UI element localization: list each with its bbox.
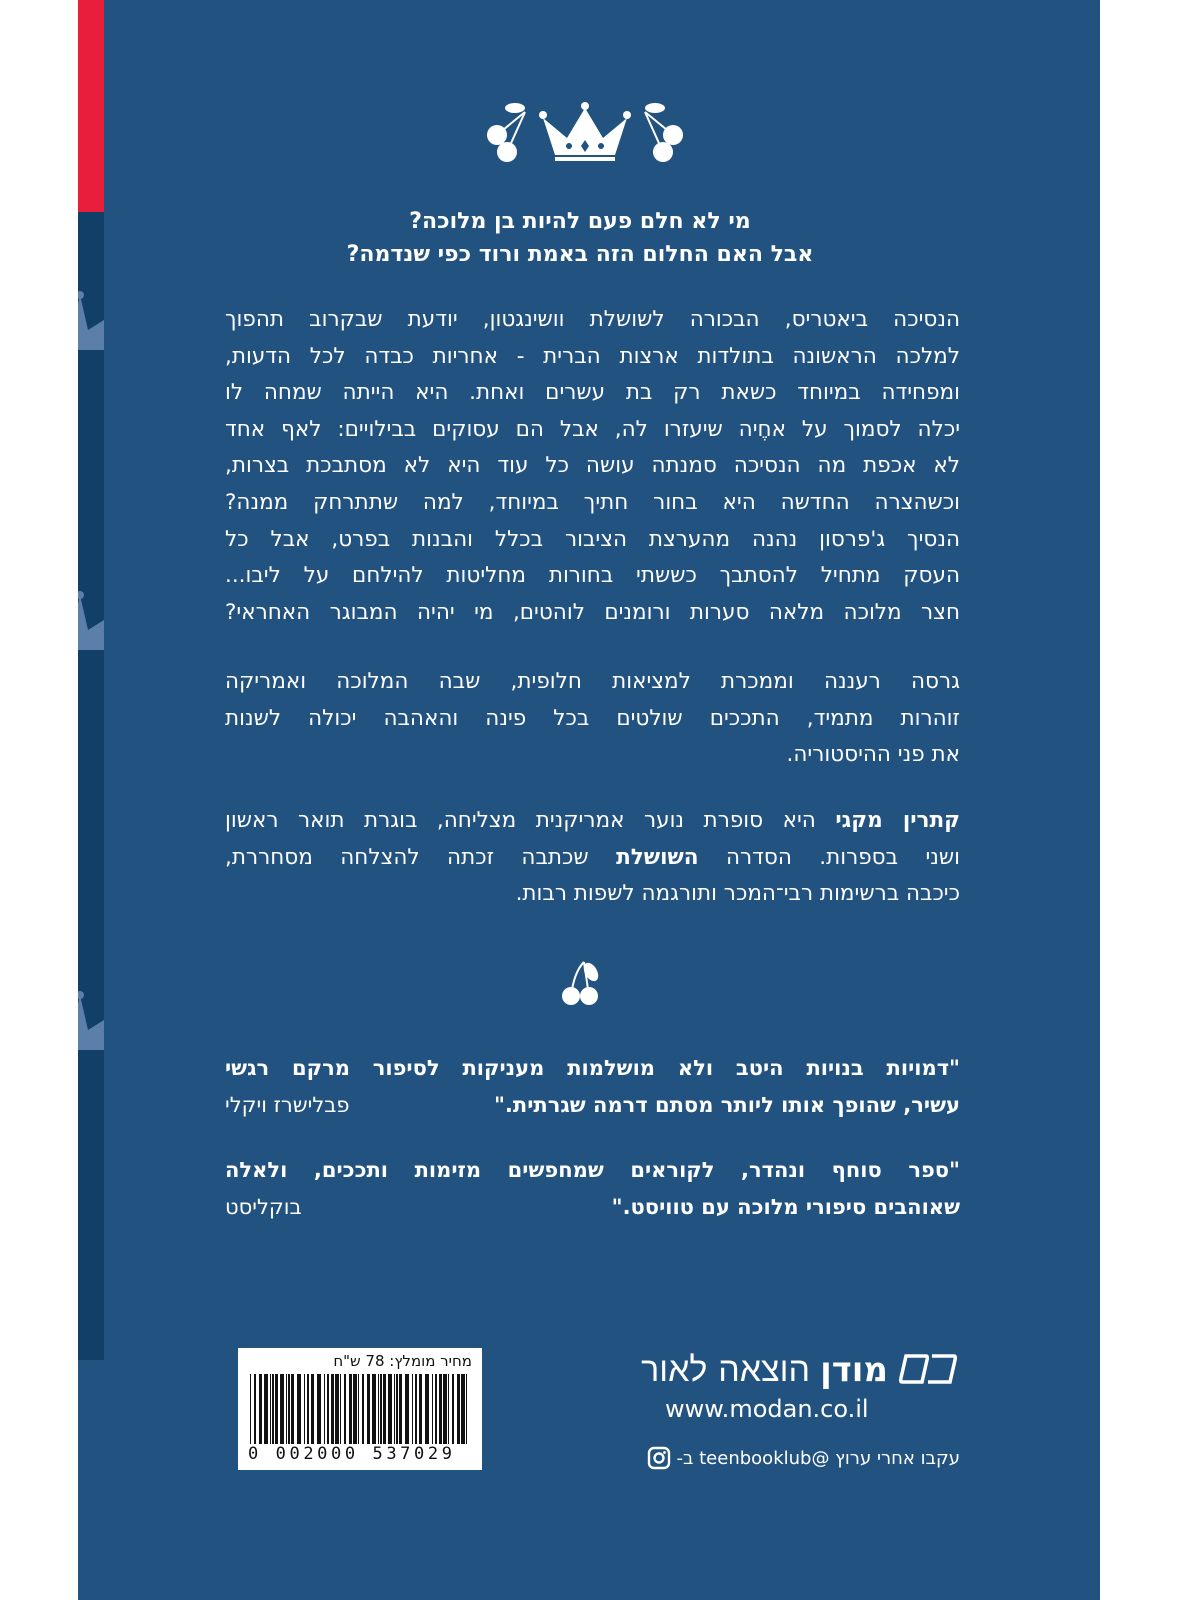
barcode-bar bbox=[275, 1374, 278, 1444]
spine-strip bbox=[78, 0, 104, 1360]
bio-text: ושני בספרות. הסדרה bbox=[698, 844, 960, 870]
barcode-bar bbox=[288, 1374, 290, 1444]
synopsis-line: לא אכפת מה הנסיכה סמנתה עושה כל עוד היא לא מסתבכת בצרות, bbox=[225, 453, 960, 479]
crown-cherries-ornament bbox=[485, 100, 685, 170]
barcode-bar bbox=[380, 1374, 382, 1444]
synopsis bbox=[225, 302, 960, 631]
bio-text: שכתבה זכתה להצלחה מסחררת, bbox=[225, 844, 617, 870]
spine-crown-icon bbox=[78, 290, 104, 360]
barcode-bar bbox=[259, 1374, 262, 1444]
cherry-left-icon bbox=[487, 103, 525, 162]
quote-text: עשיר, שהופך אותו ליותר מסתם דרמה שגרתית." bbox=[493, 1093, 960, 1117]
barcode-bar bbox=[264, 1374, 268, 1444]
crown-icon bbox=[539, 102, 631, 161]
barcode-bar bbox=[394, 1374, 395, 1444]
barcode-label bbox=[238, 1348, 482, 1470]
synopsis-line: יכלה לסמוך על אחֶיה שיעזרו לה, אבל הם עסוקים בבילויים: לאף אחד bbox=[225, 416, 960, 442]
synopsis-line: ומפחידה במיוחד כשאת רק בת עשרים ואחת. היא הייתה שמחה לו bbox=[225, 380, 960, 406]
synopsis-line: הנסיכה ביאטריס, הבכורה לשושלת וושינגטון, יודעת שבקרוב תהפוך bbox=[225, 307, 960, 332]
synopsis-line: העסק מתחיל להסתבך כששתי בחורות מחליטות להילחם על ליבו... bbox=[225, 563, 960, 589]
barcode-bar bbox=[419, 1374, 422, 1444]
social-text: עקבו אחרי ערוץ @teenbooklub ב- bbox=[676, 1447, 960, 1469]
barcode-bar bbox=[344, 1374, 346, 1444]
barcode-bars bbox=[250, 1374, 470, 1444]
barcode-number: 0 002000 537029 bbox=[248, 1444, 456, 1464]
barcode-bar bbox=[286, 1374, 287, 1444]
barcode-bar bbox=[270, 1374, 271, 1444]
barcode-bar bbox=[272, 1374, 274, 1444]
description-line: גרסה רעננה וממכרת למציאות חלופית, שבה המלוכה ואמריקה bbox=[225, 669, 960, 694]
barcode-bar bbox=[372, 1374, 376, 1444]
barcode-bar bbox=[317, 1374, 321, 1444]
quote-source: פבלישרז ויקלי bbox=[225, 1093, 350, 1117]
barcode-bar bbox=[383, 1374, 386, 1444]
barcode-bar bbox=[399, 1374, 402, 1444]
barcode-bar bbox=[340, 1374, 341, 1444]
spine-red-band bbox=[78, 0, 104, 212]
quote-text: "דמויות בנויות היטב ולא מושלמות מעניקות לסיפור מרקם רגשי bbox=[225, 1056, 960, 1080]
barcode-bar bbox=[362, 1374, 364, 1444]
barcode-bar bbox=[412, 1374, 413, 1444]
heading-line: אבל האם החלום הזה באמת ורוד כפי שנדמה? bbox=[346, 242, 814, 267]
instagram-icon[interactable] bbox=[647, 1446, 671, 1470]
barcode-bar bbox=[358, 1374, 359, 1444]
barcode-bar bbox=[443, 1374, 447, 1444]
cherry-right-icon bbox=[645, 103, 683, 162]
barcode-bar bbox=[367, 1374, 370, 1444]
author-name: קתרין מקגי bbox=[835, 808, 960, 833]
price-text: מחיר מומלץ: 78 ש"ח bbox=[333, 1352, 472, 1370]
barcode-bar bbox=[291, 1374, 294, 1444]
barcode-bar bbox=[307, 1374, 309, 1444]
tagline-heading bbox=[200, 205, 960, 271]
heading-line: מי לא חלם פעם להיות בן מלוכה? bbox=[409, 209, 751, 234]
review-quote bbox=[225, 1152, 960, 1226]
quote-text: "ספר סוחף ונהדר, לקוראים שמחפשים מזימות ותככים, ולאלה bbox=[225, 1158, 960, 1182]
barcode-bar bbox=[452, 1374, 454, 1444]
synopsis-line: וכשהצרה החדשה היא בחור חתיך במיוחד, למה שתתרחק ממנה? bbox=[225, 489, 960, 515]
bio-text: היא סופרת נוער אמריקנית מצליחה, בוגרת תואר ראשון bbox=[225, 808, 836, 833]
review-quote bbox=[225, 1050, 960, 1124]
author-bio bbox=[225, 803, 960, 913]
cherry-icon bbox=[560, 958, 602, 1008]
spine-crown-icon bbox=[78, 590, 104, 660]
barcode-bar bbox=[378, 1374, 379, 1444]
publisher-name: מודן bbox=[820, 1350, 888, 1390]
synopsis-line: למלכה הראשונה בתולדות ארצות הברית - אחריות כבדה לכל הדעות, bbox=[225, 343, 960, 369]
barcode-bar bbox=[435, 1374, 437, 1444]
bio-text: כיכבה ברשימות רבי־המכר ותורגמה לשפות רבות. bbox=[515, 881, 960, 907]
barcode-bar bbox=[405, 1374, 409, 1444]
synopsis-line: חצר מלוכה מלאה סערות ורומנים לוהטים, מי יהיה המבוגר האחראי? bbox=[225, 599, 960, 625]
barcode-bar bbox=[331, 1374, 334, 1444]
social-follow bbox=[647, 1446, 961, 1470]
quote-text: שאוהבים סיפורי מלוכה עם טוויסט." bbox=[611, 1195, 960, 1219]
barcode-bar bbox=[353, 1374, 357, 1444]
barcode-bar bbox=[466, 1374, 467, 1444]
barcode-bar bbox=[327, 1374, 329, 1444]
series-name: השושלת bbox=[616, 844, 699, 870]
barcode-bar bbox=[461, 1374, 465, 1444]
open-book-logo-icon bbox=[898, 1352, 960, 1388]
barcode-bar bbox=[304, 1374, 305, 1444]
synopsis-line: הנסיך ג'פרסון נהנה מהערצת הציבור בכלל והבנות בפרט, אבל כל bbox=[225, 526, 960, 552]
quote-source: בוקליסט bbox=[225, 1195, 302, 1219]
barcode-bar bbox=[324, 1374, 325, 1444]
spine-crown-icon bbox=[78, 990, 104, 1060]
barcode-bar bbox=[425, 1374, 429, 1444]
barcode-bar bbox=[297, 1374, 301, 1444]
barcode-bar bbox=[250, 1374, 251, 1444]
barcode-bar bbox=[388, 1374, 392, 1444]
description bbox=[225, 664, 960, 774]
description-line: זוהרות מתמיד, התככים שולטים בכל פינה והאהבה יכולה לשנות bbox=[225, 705, 960, 731]
barcode-bar bbox=[457, 1374, 460, 1444]
barcode-bar bbox=[254, 1374, 256, 1444]
publisher-tagline: הוצאה לאור bbox=[641, 1350, 811, 1390]
barcode-bar bbox=[335, 1374, 339, 1444]
barcode-bar bbox=[415, 1374, 417, 1444]
publisher-url[interactable]: www.modan.co.il bbox=[665, 1395, 869, 1423]
barcode-bar bbox=[280, 1374, 284, 1444]
barcode-bar bbox=[396, 1374, 398, 1444]
description-line: את פני ההיסטוריה. bbox=[786, 742, 960, 768]
barcode-bar bbox=[311, 1374, 314, 1444]
barcode-bar bbox=[349, 1374, 352, 1444]
barcode-bar bbox=[439, 1374, 442, 1444]
barcode-bar bbox=[448, 1374, 449, 1444]
barcode-bar bbox=[432, 1374, 433, 1444]
publisher-logo bbox=[641, 1350, 960, 1390]
